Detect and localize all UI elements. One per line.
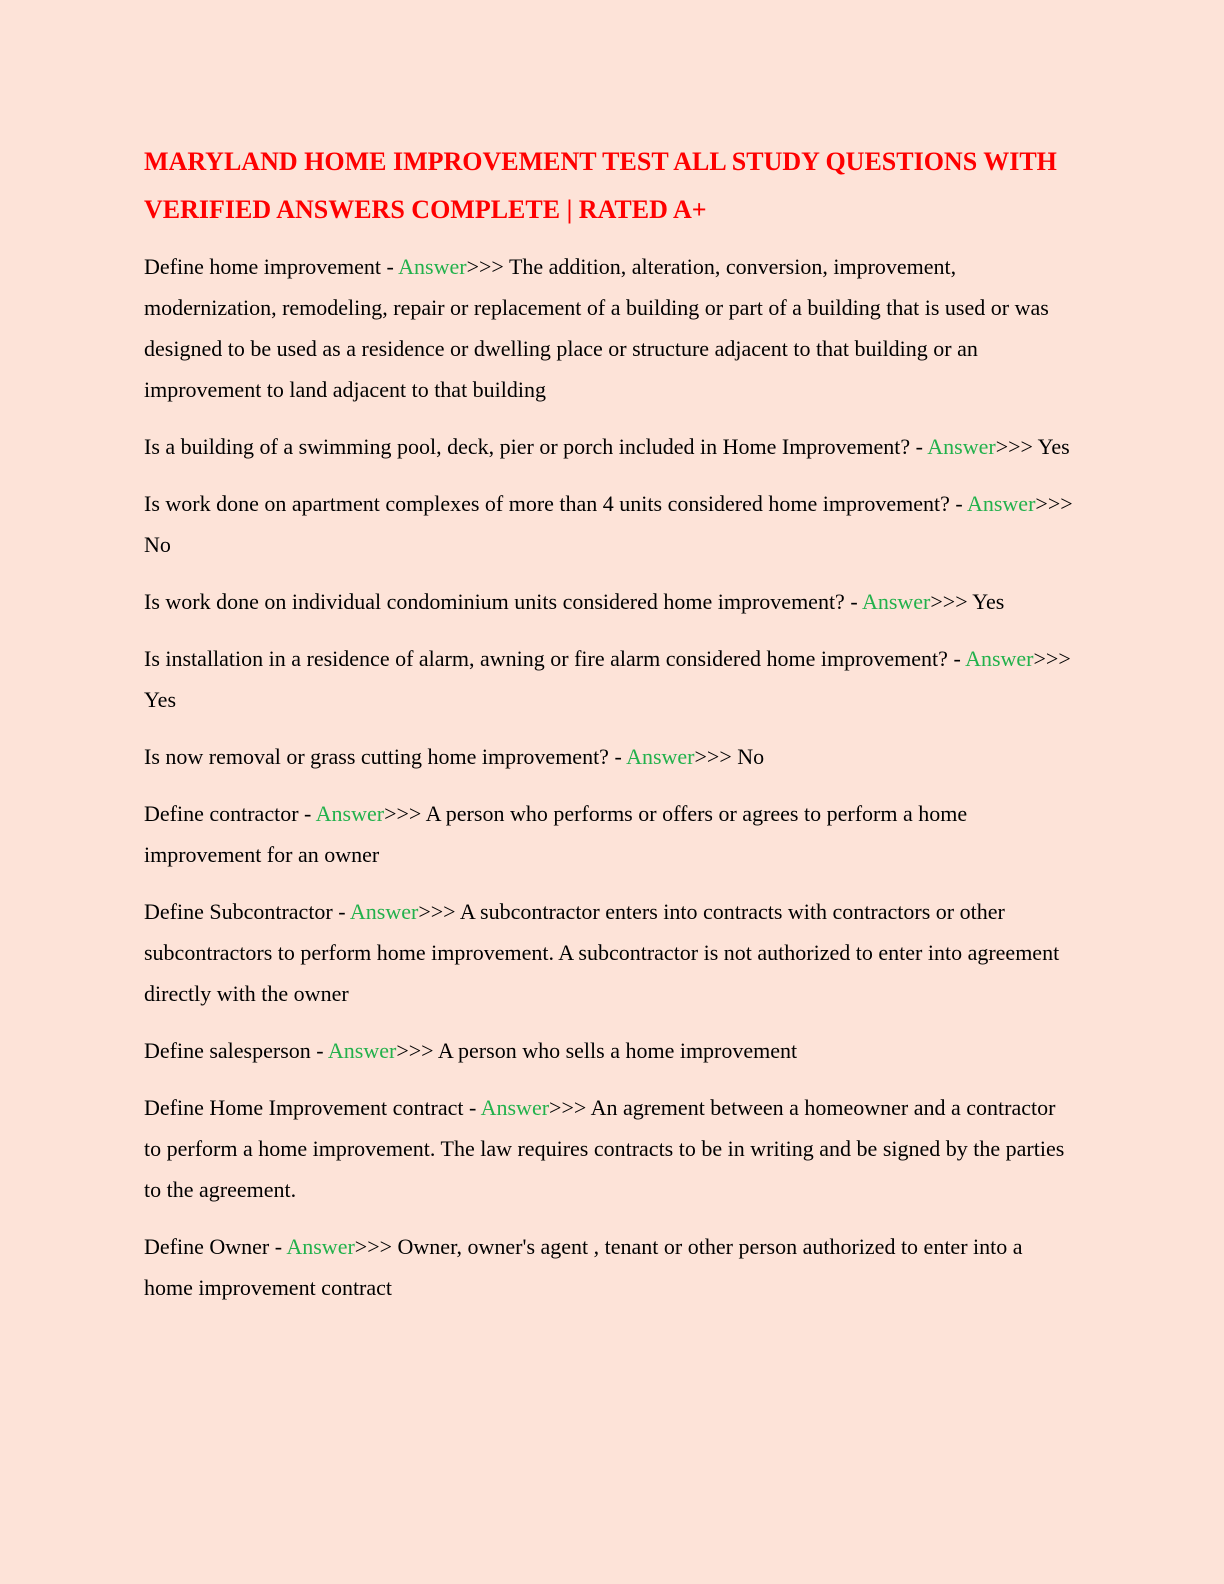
answer-text: The addition, alteration, conversion, improvement, modernization, remodeling, repair or replacement of a building or part of a building that is used or was designed to be used as a residence or dwelling place or structure adjacent to that building or an improvement to land adjacent to that building — [144, 254, 1049, 402]
qa-item — [144, 483, 1074, 565]
answer-label: Answer — [286, 1234, 355, 1259]
question-separator: - — [332, 899, 350, 924]
question-separator: - — [381, 254, 399, 279]
question-text: Define Home Improvement contract — [144, 1095, 464, 1120]
question-separator: - — [608, 744, 627, 769]
answer-text: Yes — [144, 687, 177, 712]
answer-text: A person who sells a home improvement — [433, 1038, 798, 1063]
answer-text: Yes — [967, 589, 1005, 614]
question-separator: - — [463, 1095, 481, 1120]
qa-item — [144, 426, 1074, 467]
answer-text: A subcontractor enters into contracts with contractors or other subcontractors to perform home improvement. A subcontractor is not authorized to enter into agreement directly with the owner — [144, 899, 1060, 1006]
answer-text: Yes — [1032, 434, 1070, 459]
answer-label: Answer — [327, 1038, 397, 1063]
answer-label: Answer — [965, 646, 1034, 671]
question-separator: - — [269, 1234, 287, 1259]
question-separator: - — [844, 589, 862, 614]
question-text: Define Subcontractor — [144, 899, 333, 924]
question-separator: - — [298, 801, 316, 826]
question-text: Define home improvement — [144, 254, 382, 279]
answer-marker: >>> — [1035, 491, 1073, 516]
answer-marker: >>> — [1033, 646, 1071, 671]
question-text: Is a building of a swimming pool, deck, pier or porch included in Home Improvement? — [144, 434, 911, 459]
answer-marker: >>> — [384, 801, 422, 826]
qa-item — [144, 793, 1074, 875]
answer-marker: >>> — [418, 899, 456, 924]
qa-item — [144, 891, 1074, 1014]
answer-label: Answer — [349, 899, 419, 924]
qa-item — [144, 581, 1074, 622]
answer-text: No — [144, 532, 171, 557]
question-separator: - — [910, 434, 928, 459]
answer-marker: >>> — [396, 1038, 434, 1063]
answer-marker: >>> — [930, 589, 968, 614]
question-text: Define contractor — [144, 801, 299, 826]
answer-marker: >>> — [549, 1095, 587, 1120]
answer-marker: >>> — [466, 254, 504, 279]
answer-text: A person who performs or offers or agrees to perform a home improvement for an owner — [144, 801, 968, 867]
answer-label: Answer — [626, 744, 695, 769]
document-title: MARYLAND HOME IMPROVEMENT TEST ALL STUDY QUESTIONS WITH VERIFIED ANSWERS COMPLETE | RATED A+ — [144, 147, 1057, 224]
answer-label: Answer — [927, 434, 996, 459]
question-text: Is work done on individual condominium units considered home improvement? — [144, 589, 845, 614]
qa-item — [144, 736, 1074, 777]
answer-marker: >>> — [995, 434, 1033, 459]
answer-label: Answer — [966, 491, 1036, 516]
answer-text: No — [731, 744, 765, 769]
qa-list — [144, 246, 1074, 1308]
question-separator: - — [310, 1038, 328, 1063]
qa-item — [144, 638, 1074, 720]
answer-marker: >>> — [354, 1234, 393, 1259]
question-text: Is installation in a residence of alarm, awning or fire alarm considered home improvement? — [144, 646, 948, 671]
answer-text: An agrement between a homeowner and a contractor to perform a home improvement. The law requires contracts to be in writing and be signed by the parties to the agreement. — [144, 1095, 1065, 1202]
answer-marker: >>> — [694, 744, 732, 769]
qa-item — [144, 246, 1074, 410]
answer-text: Owner, owner's agent , tenant or other person authorized to enter into a home improvement contract — [144, 1234, 1023, 1300]
answer-label: Answer — [861, 589, 931, 614]
question-text: Is work done on apartment complexes of more than 4 units considered home improvement? — [144, 491, 950, 516]
answer-label: Answer — [315, 801, 385, 826]
question-text: Define Owner — [144, 1234, 270, 1259]
question-separator: - — [947, 646, 966, 671]
question-text: Is now removal or grass cutting home improvement? — [144, 744, 609, 769]
qa-item — [144, 1087, 1074, 1210]
answer-label: Answer — [480, 1095, 550, 1120]
qa-item — [144, 1226, 1074, 1308]
question-separator: - — [949, 491, 967, 516]
question-text: Define salesperson — [144, 1038, 311, 1063]
qa-item — [144, 1030, 1074, 1071]
answer-label: Answer — [398, 254, 467, 279]
